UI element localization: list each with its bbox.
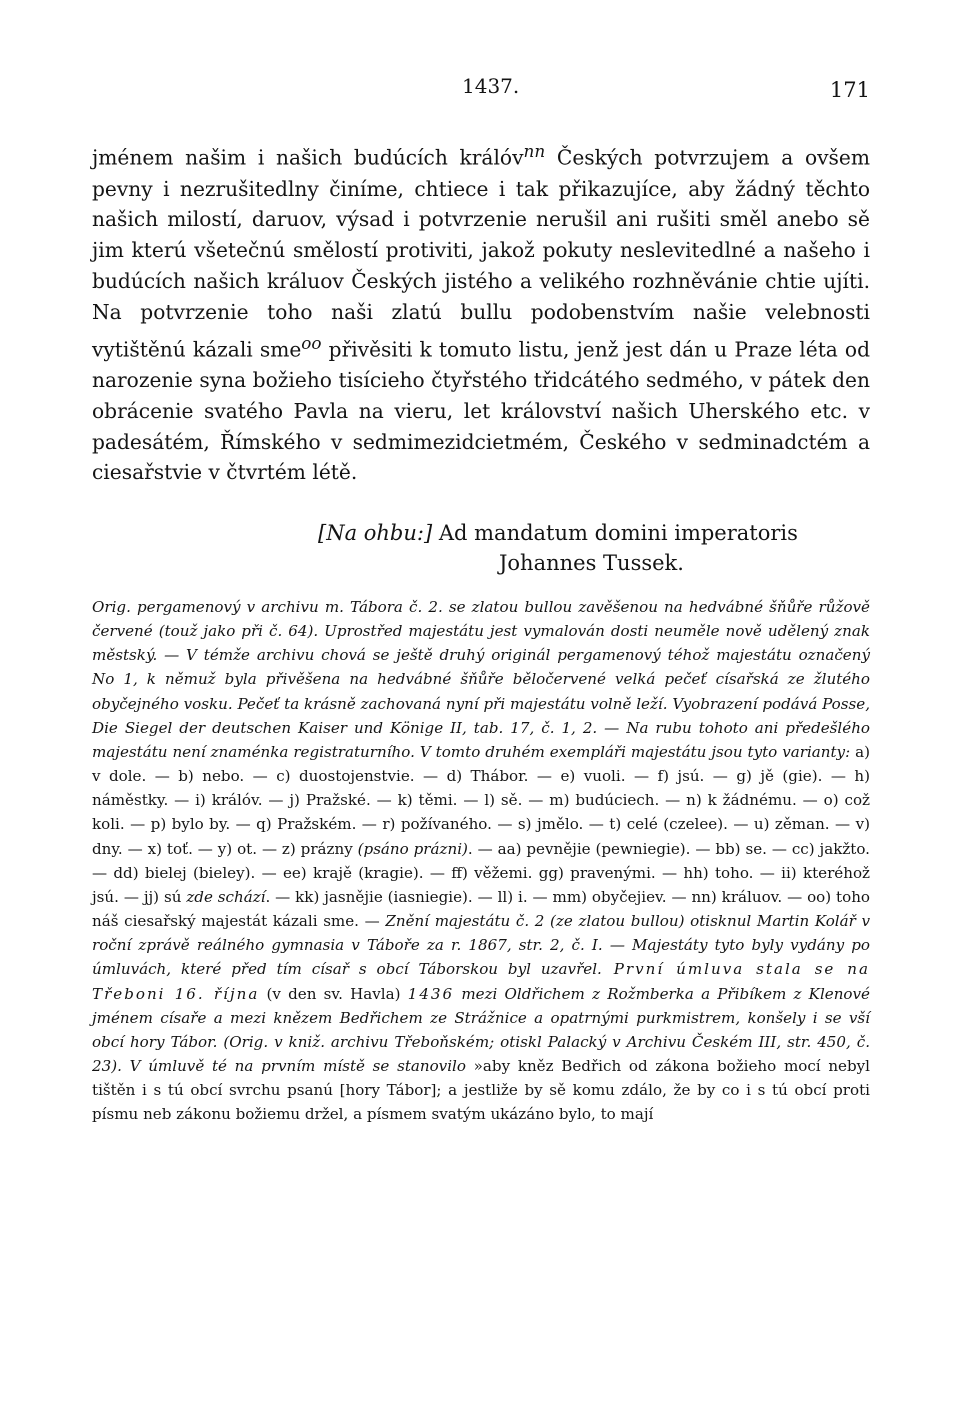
endorsement [318, 518, 878, 578]
notes-variant-remark: (psáno prázni) [357, 839, 468, 858]
footnote-marker-nn: nn [523, 141, 546, 161]
notes-description: Orig. pergamenový v archivu m. Tábora č. 2. se zlatou bullou zavěšenou na hedvábné šňůře růžově červené (touž jako při č. 64). Uprostřed majestátu jest vymalován dosti neuměle nově udělený znak městský. — V témže archivu chová se ještě druhý originál pergamenový téhož majestátu označený No 1, k němuž byla přivěšena na hedvábné šňůře běločervené velká pečeť císařská ze žlutého obyčejného vosku. Pečeť ta krásně zachovaná nyní při majestátu volně leží. Vyobrazení podává Posse, Die Siegel der deutschen Kaiser und Könige II, tab. 17, č. 1, 2. — Na rubu tohoto ani předešlého majestátu není znaménka registraturního. V tomto druhém exempláři majestátu jsou tyto varianty: [92, 598, 870, 761]
notes-agreement-parties: mezi Oldřichem z Rožmberka a Přibíkem z Klenové jménem císaře a mezi knězem Bedřichem ze Strážnice a opatrnými purkmistrem, konšely i se vší obcí hory Tábor. (Orig. v kniž. archivu Třeboňském; otiskl Palacký v Archivu Českém III, str. 450, č. 23). V úmluvě té na prvním místě se stanovilo [92, 984, 870, 1075]
notes-year: 1436 [407, 984, 455, 1003]
notes-edition-history: Znění majestátu č. 2 (ze zlatou bullou) otisknul Martin Kolář v roční zprávě reálného gymnasia v Táboře za r. 1867, str. 2, č. I. — Majestáty tyto byly vydány po úmluvách, které před tím císař s obcí Táborskou byl uzavřel. [92, 912, 871, 979]
running-header-year: 1437. [462, 74, 520, 98]
charter-text-part1: jménem našim i našich budúcích králóv [92, 145, 524, 170]
charter-text [92, 136, 870, 488]
endorsement-signature: Johannes Tussek. [499, 551, 684, 575]
notes-first-agreement: První úmluva stala se na Třeboni 16. října [92, 960, 871, 1003]
charter-text-part2: Českých potvrzujem a ovšem pevny i nezrušitedlny činíme, chtiece i tak přikazujíce, aby žádný těchto našich milostí, daruov, výsad i potvrzenie nerušil ani rušiti směl anebo sě jim kterú všetečnú smělostí protiviti, jakož pokuty neslevitedlné a našeho i budúcích našich králuov Českých jistého a velikého rozhněvánie chtie ujíti. Na potvrzenie toho naši zlatú bullu podobenstvím našie velebnosti vytištěnú kázali sme [92, 145, 870, 362]
notes-feast-day: (v den sv. Havla) [259, 984, 408, 1003]
running-header [92, 74, 870, 104]
notes-variant-missing: zde schází [186, 887, 266, 906]
notes-quotation: »aby kněz Bedřich od zákona božieho mocí nebyl tištěn i s tú obcí svrchu psanú [hory Tábor]; a jestližе by sě komu zdálo, že by co i s tú obcí proti písmu neb zákonu božiemu držel, a písmem svatým ukázáno bylo, to mají [92, 1056, 871, 1124]
notes-variants-end: . — kk) jasnějie (iasniegie). — ll) i. — mm) obyčejiev. — nn) králuov. — oo) toho náš ciesařský majestát kázali sme. — [92, 887, 871, 931]
notes-variants: a) v dole. — b) nebo. — c) duostojenstvie. — d) Thábor. — e) vuoli. — f) jsú. — g) jě (gie). — h) náměstky. — i) králóv. — j) Pražské. — k) těmi. — l) sě. — m) budúciech. — n) k žádnému. — o) což koli. — p) bylo by. — q) Pražském. — r) požívaného. — s) jmělo. — t) celé (czelee). — u) zěman. — v) dny. — x) toť. — y) ot. — z) prázny [92, 742, 870, 858]
page-number: 171 [829, 78, 870, 102]
footnote-marker-oo: oo [301, 332, 322, 353]
charter-text-part3: přivěsiti k tomuto listu, jenž jest dán u Praze léta od narozenie syna božieho tisícieho čtyřstého třidcátého sedmého, v pátek den obrácenie svatého Pavla na vieru, let království našich Uherského etc. v padesátém, Římského v sedmimezidcietmém, Českého v sedminadctém a ciesařstvie v čtvrtém létě. [92, 337, 871, 485]
editorial-notes [92, 595, 870, 1126]
endorsement-label: [Na ohbu:] [318, 521, 433, 545]
notes-variants-cont: . — aa) pevnějie (pewniegie). — bb) se. — cc) jakžto. — dd) bielej (bieley). — ee) krajě (kragie). — ff) věžemi. gg) pravenými. — hh) toho. — ii) kteréhož jsú. — jj) sú [92, 839, 870, 906]
endorsement-line1: Ad mandatum domini imperatoris [432, 521, 798, 545]
